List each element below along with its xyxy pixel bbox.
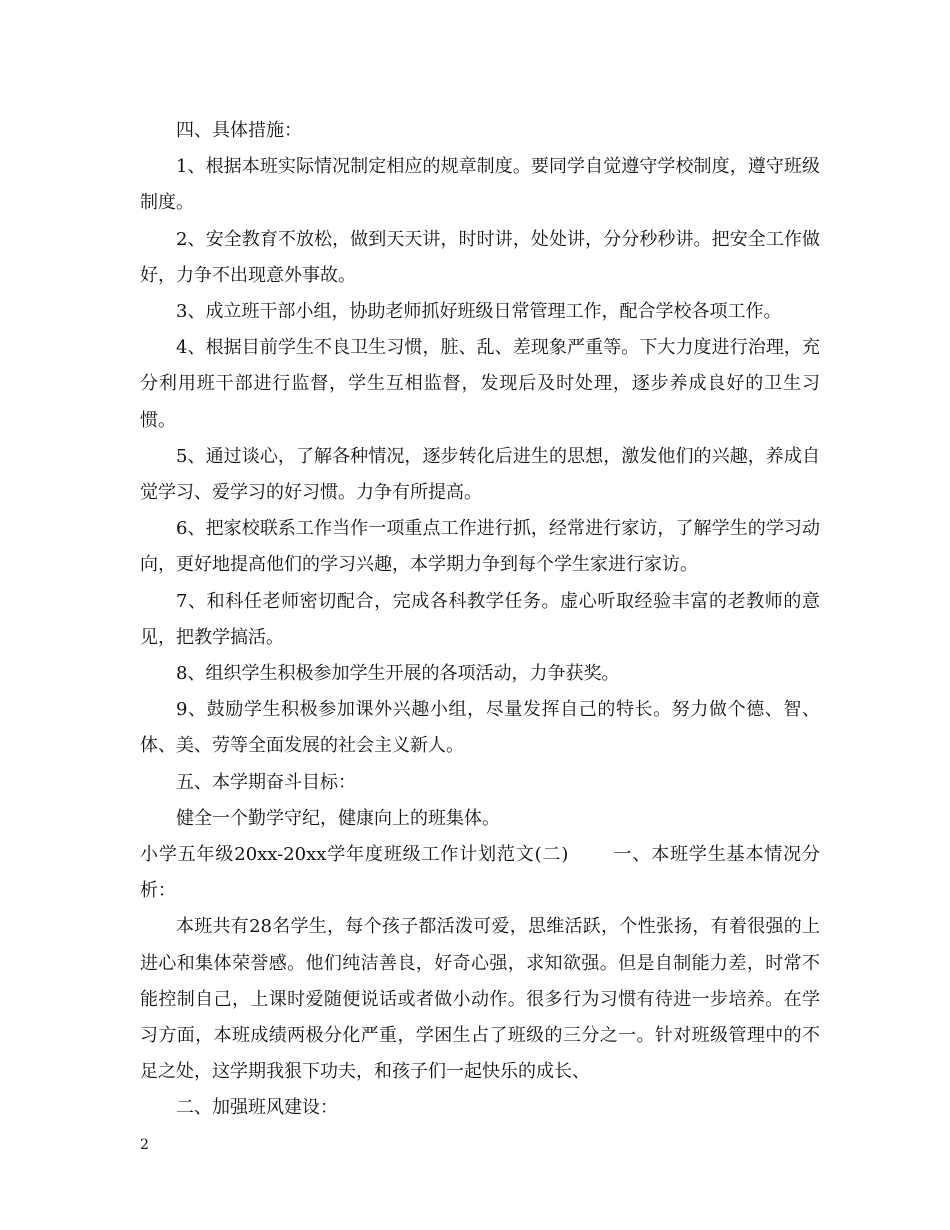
document-title-line: 小学五年级20xx-20xx学年度班级工作计划范文(二) 一、本班学生基本情况分析：: [140, 844, 820, 902]
paragraph-class-analysis: 本班共有28名学生，每个孩子都活泼可爱，思维活跃，个性张扬，有着很强的上进心和集体荣誉感。他们纯洁善良，好奇心强，求知欲强。但是自制能力差，时常不能控制自己，上课时爱随便说话或者做小动作。很多行为习惯有待进一步培养。在学习方面，本班成绩两极分化严重，学困生占了班级的三分之一。针对班级管理中的不足之处，这学期我狠下功夫，和孩子们一起快乐的成长、: [140, 916, 820, 1083]
section-heading-measures: 四、具体措施：: [176, 120, 302, 141]
paragraph-measure-2: 2、安全教育不放松，做到天天讲，时时讲，处处讲，分分秒秒讲。把安全工作做好，力争不出现意外事故。: [140, 228, 820, 286]
section-heading-goals: 五、本学期奋斗目标：: [176, 771, 356, 793]
paragraph-goal: 健全一个勤学守纪，健康向上的班集体。: [176, 807, 500, 829]
paragraph-measure-8: 8、组织学生积极参加学生开展的各项活动，力争获奖。: [176, 663, 620, 685]
document-body: [140, 113, 820, 1127]
section-heading-class-style: 二、加强班风建设：: [176, 1097, 338, 1119]
page-number: 2: [140, 1137, 149, 1153]
paragraph-measure-7: 7、和科任老师密切配合，完成各科教学任务。虚心听取经验丰富的老教师的意见，把教学搞活。: [140, 590, 820, 648]
paragraph-measure-3: 3、成立班干部小组，协助老师抓好班级日常管理工作，配合学校各项工作。: [176, 301, 782, 323]
paragraph-measure-4: 4、根据目前学生不良卫生习惯，脏、乱、差现象严重等。下大力度进行治理，充分利用班干部进行监督，学生互相监督，发现后及时处理，逐步养成良好的卫生习惯。: [140, 337, 820, 431]
paragraph-measure-1: 1、根据本班实际情况制定相应的规章制度。要同学自觉遵守学校制度，遵守班级制度。: [140, 156, 820, 214]
paragraph-measure-5: 5、通过谈心，了解各种情况，逐步转化后进生的思想，激发他们的兴趣，养成自觉学习、爱学习的好习惯。力争有所提高。: [140, 445, 820, 504]
paragraph-measure-9: 9、鼓励学生积极参加课外兴趣小组，尽量发挥自己的特长。努力做个德、智、体、美、劳等全面发展的社会主义新人。: [140, 699, 820, 757]
paragraph-measure-6: 6、把家校联系工作当作一项重点工作进行抓，经常进行家访，了解学生的学习动向，更好地提高他们的学习兴趣，本学期力争到每个学生家进行家访。: [140, 518, 820, 576]
